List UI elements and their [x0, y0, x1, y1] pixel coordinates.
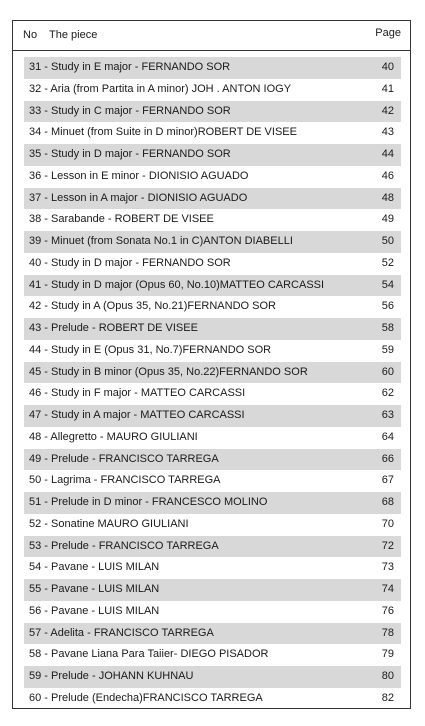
page-number: 73 — [381, 561, 394, 574]
page-number: 49 — [381, 213, 394, 226]
page-number: 80 — [381, 670, 394, 682]
piece-title: 49 - Prelude - FRANCISCO TARREGA — [29, 452, 219, 465]
piece-title: 51 - Prelude in D minor - FRANCESCO MOLINO — [29, 496, 268, 508]
page-number: 67 — [381, 474, 394, 487]
page-number: 74 — [381, 583, 394, 595]
table-row — [24, 383, 401, 405]
table-row — [24, 101, 401, 123]
table-row — [24, 644, 401, 666]
table-row — [24, 188, 401, 210]
piece-title: 44 - Study in E (Opus 31, No.7)FERNANDO SOR — [29, 343, 272, 356]
piece-title: 32 - Aria (from Partita in A minor) JOH . ANTON IOGY — [29, 82, 292, 95]
page-number: 78 — [381, 626, 394, 639]
table-row — [24, 57, 401, 79]
piece-title: 39 - Minuet (from Sonata No.1 in C)ANTON DIABELLI — [29, 235, 293, 247]
table-row — [24, 209, 401, 231]
table-header — [13, 21, 410, 51]
page-number: 62 — [381, 387, 394, 400]
piece-title: 58 - Pavane Liana Para Taiier- DIEGO PISADOR — [29, 648, 269, 661]
piece-title: 36 - Lesson in E minor - DIONISIO AGUADO — [29, 169, 249, 182]
contents-table — [12, 20, 411, 709]
table-row — [24, 166, 401, 188]
page-number: 76 — [381, 604, 394, 617]
piece-title: 46 - Study in F major - MATTEO CARCASSI — [29, 387, 246, 400]
piece-title: 43 - Prelude - ROBERT DE VISEE — [29, 322, 198, 334]
table-row — [24, 688, 401, 710]
piece-title: 56 - Pavane - LUIS MILAN — [29, 604, 160, 617]
piece-title: 38 - Sarabande - ROBERT DE VISEE — [29, 213, 214, 226]
piece-title: 33 - Study in C major - FERNANDO SOR — [29, 104, 231, 117]
piece-title: 41 - Study in D major (Opus 60, No.10)MATTEO CARCASSI — [29, 278, 325, 291]
page-number: 41 — [381, 82, 394, 95]
table-row — [24, 231, 401, 253]
page-number: 59 — [381, 343, 394, 356]
page-number: 68 — [381, 496, 394, 508]
table-row — [24, 557, 401, 579]
piece-title: 59 - Prelude - JOHANN KUHNAU — [29, 670, 194, 682]
piece-title: 42 - Study in A (Opus 35, No.21)FERNANDO SOR — [29, 300, 276, 313]
page-number: 58 — [381, 322, 394, 334]
table-row — [24, 362, 401, 384]
page-number: 60 — [381, 365, 394, 378]
page-number: 40 — [381, 61, 394, 73]
page-number: 54 — [381, 278, 394, 291]
page-number: 66 — [381, 452, 394, 465]
table-rows — [24, 57, 401, 710]
piece-title: 35 - Study in D major - FERNANDO SOR — [29, 148, 231, 160]
piece-title: 55 - Pavane - LUIS MILAN — [29, 583, 160, 595]
table-row — [24, 601, 401, 623]
piece-title: 34 - Minuet (from Suite in D minor)ROBERT DE VISEE — [29, 126, 297, 139]
page-number: 63 — [381, 409, 394, 421]
page-number: 43 — [381, 126, 394, 139]
table-row — [24, 449, 401, 471]
table-row — [24, 253, 401, 275]
table-row — [24, 492, 401, 514]
page-number: 44 — [381, 148, 394, 160]
piece-title: 47 - Study in A major - MATTEO CARCASSI — [29, 409, 245, 421]
piece-title: 48 - Allegretto - MAURO GIULIANI — [29, 430, 198, 443]
piece-title: 54 - Pavane - LUIS MILAN — [29, 561, 160, 574]
page-number: 72 — [381, 539, 394, 552]
piece-title: 57 - Adelita - FRANCISCO TARREGA — [29, 626, 214, 639]
page-number: 42 — [381, 104, 394, 117]
table-row — [24, 579, 401, 601]
table-row — [24, 275, 401, 297]
table-row — [24, 623, 401, 645]
page-number: 52 — [381, 256, 394, 269]
page-number: 46 — [381, 169, 394, 182]
table-row — [24, 536, 401, 558]
page-number: 64 — [381, 430, 394, 443]
piece-title: 60 - Prelude (Endecha)FRANCISCO TARREGA — [29, 691, 263, 704]
table-row — [24, 79, 401, 101]
page-number: 50 — [381, 235, 394, 247]
table-row — [24, 296, 401, 318]
piece-title: 37 - Lesson in A major - DIONISIO AGUADO — [29, 191, 248, 204]
piece-title: 45 - Study in B minor (Opus 35, No.22)FERNANDO SOR — [29, 365, 308, 378]
table-row — [24, 427, 401, 449]
page-number: 70 — [381, 517, 394, 530]
piece-title: 40 - Study in D major - FERNANDO SOR — [29, 256, 231, 269]
page-number: 82 — [381, 691, 394, 704]
table-row — [24, 144, 401, 166]
table-row — [24, 470, 401, 492]
table-row — [24, 405, 401, 427]
table-row — [24, 666, 401, 688]
piece-title: 52 - Sonatine MAURO GIULIANI — [29, 517, 189, 530]
piece-title: 50 - Lagrima - FRANCISCO TARREGA — [29, 474, 221, 487]
table-row — [24, 122, 401, 144]
table-row — [24, 318, 401, 340]
page-number: 48 — [381, 191, 394, 204]
header-no: No — [23, 29, 38, 41]
page-number: 79 — [381, 648, 394, 661]
piece-title: 53 - Prelude - FRANCISCO TARREGA — [29, 539, 219, 552]
page-number: 56 — [381, 300, 394, 313]
header-piece: The piece — [49, 29, 98, 41]
piece-title: 31 - Study in E major - FERNANDO SOR — [29, 61, 231, 73]
table-row — [24, 514, 401, 536]
header-page: Page — [375, 27, 401, 39]
table-row — [24, 340, 401, 362]
